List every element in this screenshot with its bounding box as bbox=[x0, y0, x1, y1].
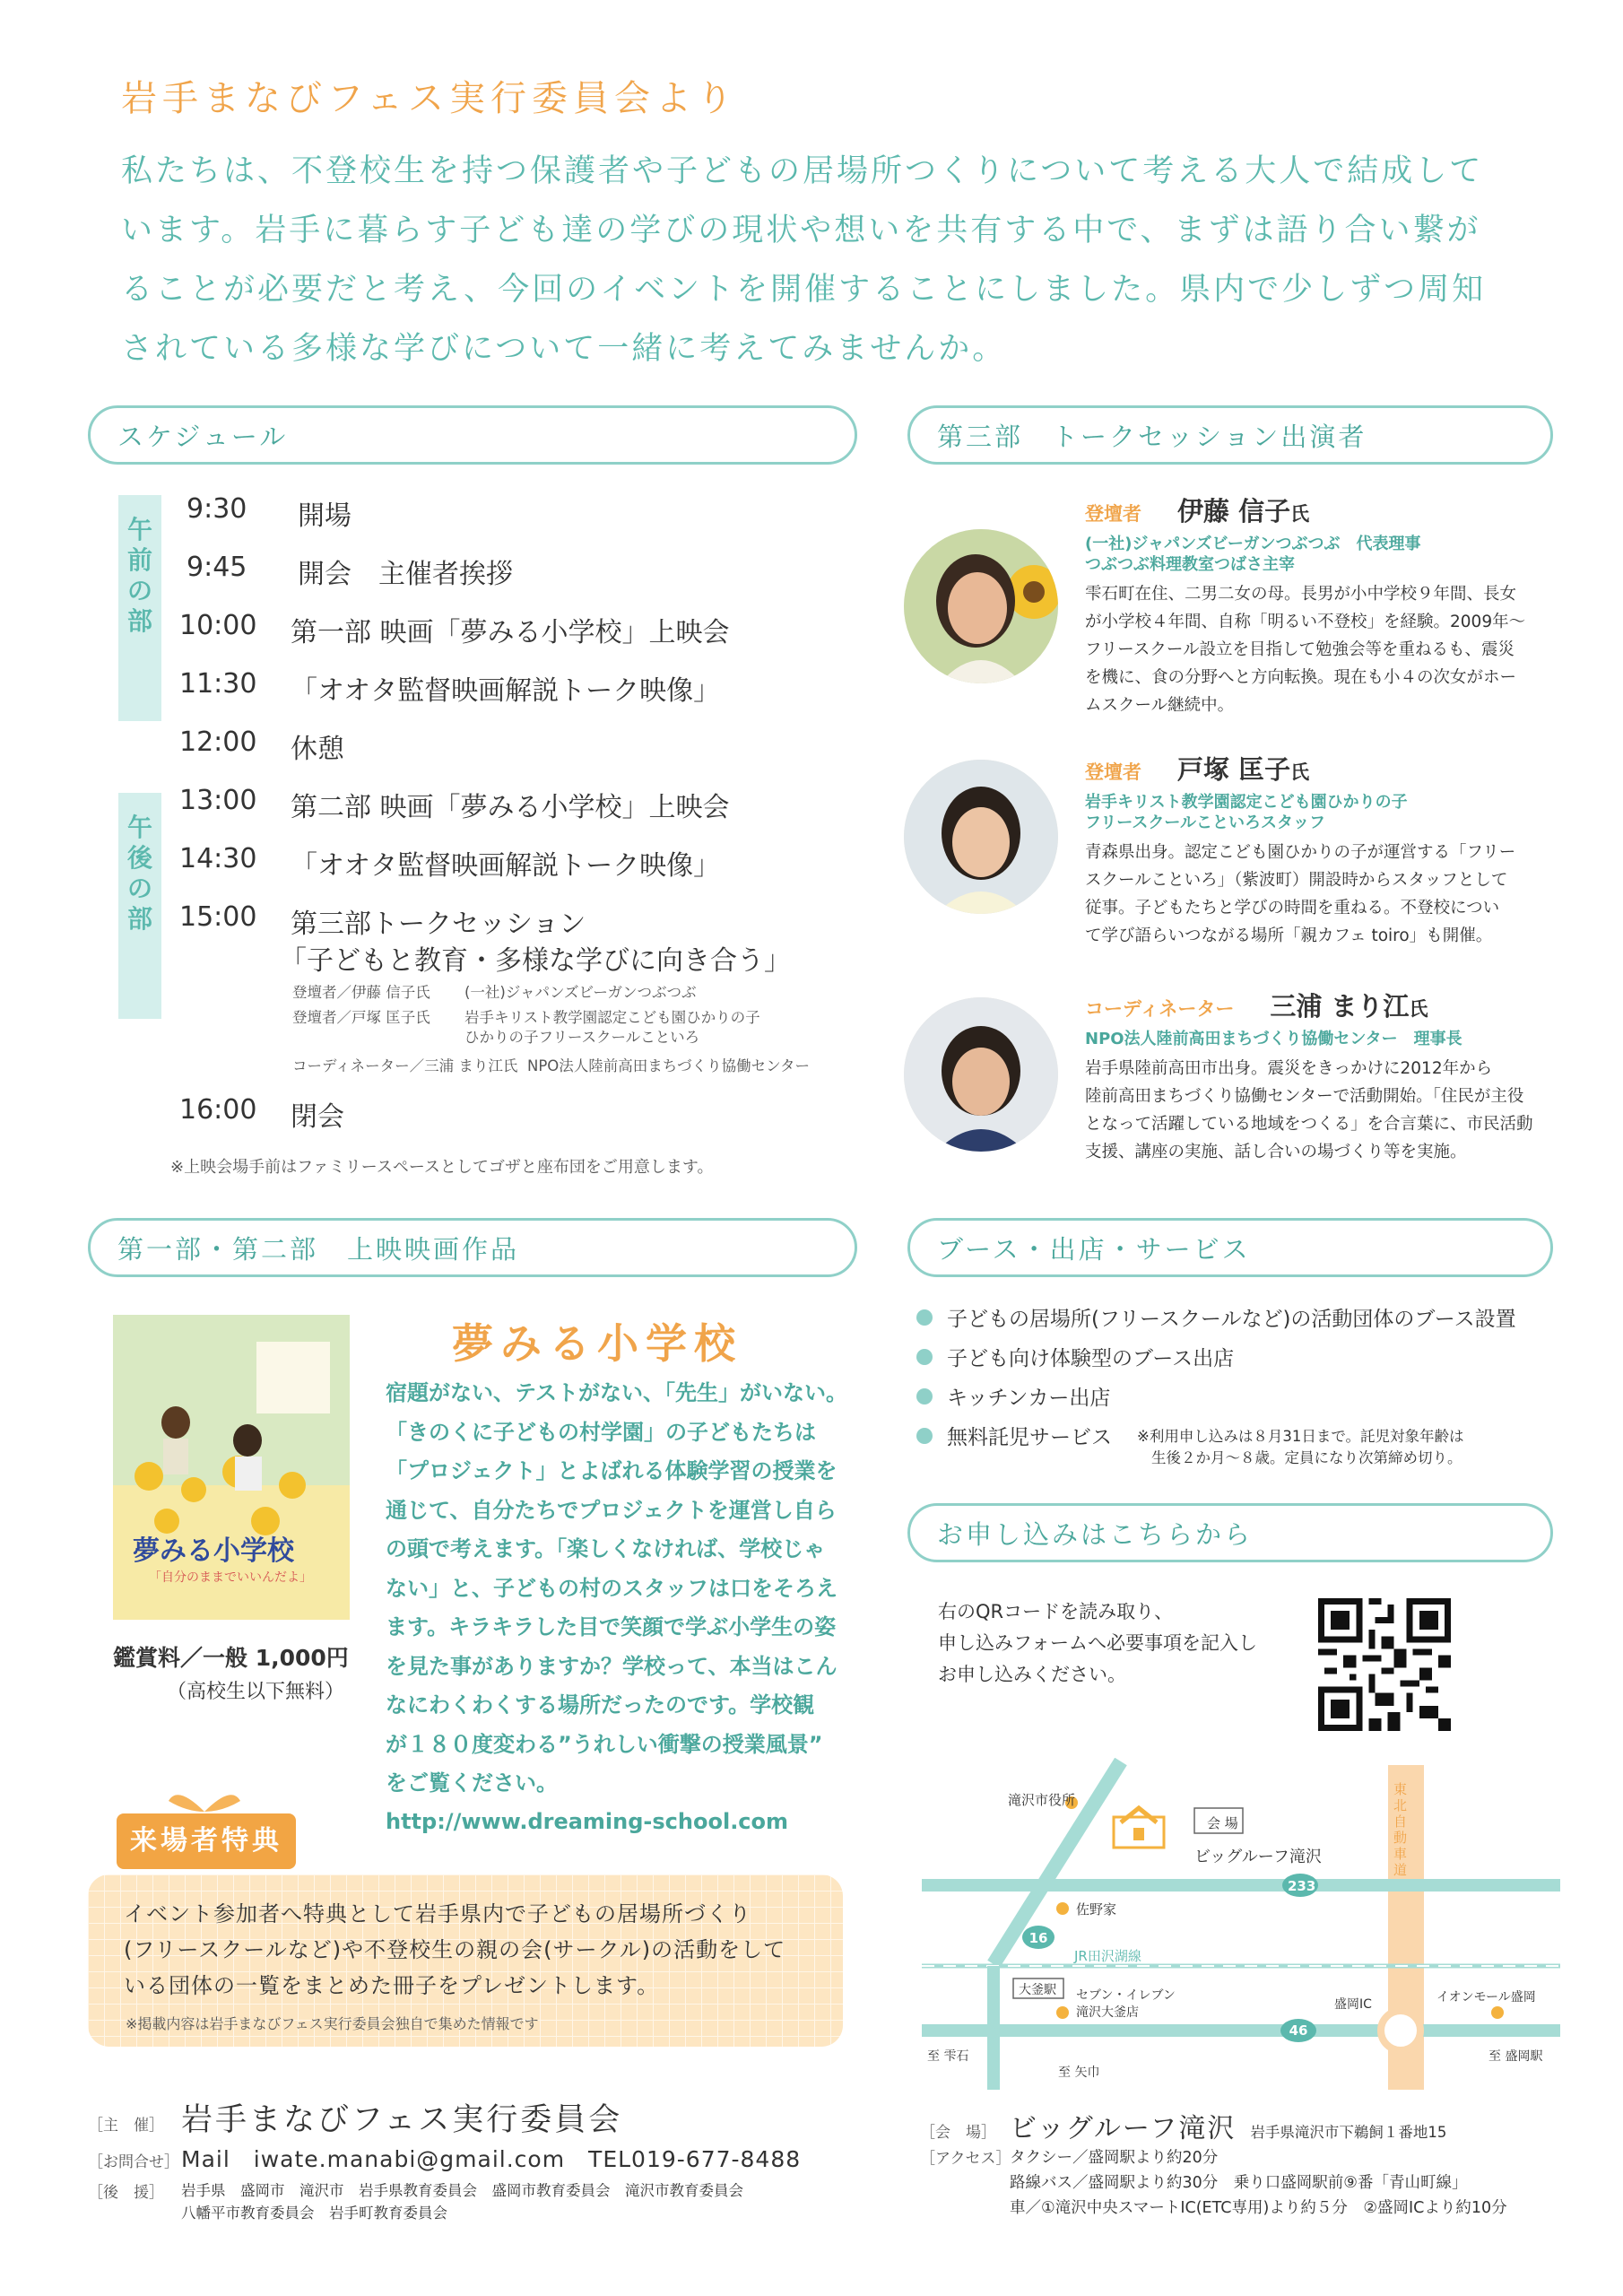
route-badge: 16 bbox=[1028, 1930, 1048, 1946]
map-label: 至 盛岡駅 bbox=[1488, 2049, 1543, 2064]
movie-header: 第一部・第二部 上映映画作品 bbox=[88, 1218, 857, 1277]
bonus-ribbon-icon bbox=[160, 1785, 249, 1815]
footer-host: ［主 催］ 岩手まなびフェス実行委員会 bbox=[88, 2102, 623, 2138]
session-subtitle: 「子どもと教育・多様な学びに向き合う」 bbox=[280, 945, 791, 977]
footer-access: ［アクセス］ タクシー／盛岡駅より約20分 路線バス／盛岡駅より約30分 乗り口盛岡駅前⑨番「青山町線」 車／①滝沢中央スマートIC(ETC専用)より約５分 ②盛岡ICより約10分 bbox=[920, 2149, 1507, 2217]
schedule-row: 16:00 閉会 bbox=[179, 1094, 344, 1133]
poster-subtitle: 「自分のままでいいんだよ」 bbox=[149, 1570, 312, 1585]
movie-url-link[interactable]: http://www.dreaming-school.com bbox=[386, 1809, 789, 1834]
schedule-header: スケジュール bbox=[88, 405, 857, 465]
map-label: 至 矢巾 bbox=[1058, 2066, 1100, 2080]
map-label: JR田沢湖線 bbox=[1074, 1948, 1141, 1964]
map-label: セブン・イレブン 滝沢大釜店 bbox=[1076, 1988, 1176, 2020]
intro-line: ることが必要だと考え、今回のイベントを開催することにしました。県内で少しずつ周知 bbox=[121, 272, 1487, 308]
talk-header: 第三部 トークセッション出演者 bbox=[907, 405, 1553, 465]
route-badge: 233 bbox=[1288, 1878, 1316, 1894]
footer-venue: ［会 場］ ビッグルーフ滝沢 岩手県滝沢市下鵜飼１番地15 bbox=[920, 2113, 1447, 2144]
schedule-note: ※上映会場手前はファミリースペースとしてゴザと座布団をご用意します。 bbox=[170, 1158, 714, 1177]
morning-label: 午 前 の 部 bbox=[118, 495, 161, 721]
route-badge: 46 bbox=[1289, 2022, 1308, 2039]
poster-title: 夢みる小学校 bbox=[133, 1535, 294, 1567]
booth-item: 子どもの居場所(フリースクールなど)の活動団体のブース設置 bbox=[916, 1302, 1516, 1332]
map-label: イオンモール盛岡 bbox=[1436, 1990, 1536, 2005]
schedule-row: 15:00 第三部トークセッション bbox=[179, 901, 586, 940]
bonus-text: イベント参加者へ特典として岩手県内で子どもの居場所づくり (フリースクールなど)や不登校生の親の会(サークル)の活動をして いる団体の一覧をまとめた冊子をプレゼントします。 bbox=[124, 1901, 786, 1998]
movie-title: 夢みる小学校 bbox=[452, 1319, 742, 1368]
booth-item: キッチンカー出店 bbox=[916, 1381, 1110, 1411]
speaker-info: 登壇者 伊藤 信子氏 (一社)ジャパンズビーガンつぶつぶ 代表理事 つぶつぶ料理教室つばさ主宰 雫石町在住、二男二女の母。長男が小中学校９年間、長女 が小学校４年間、自称「明るい不登校」を経験。2009年～ フリースクール設立を目指して勉強会等を重ねるも、震災 を機に、食の分野へと方向転換。現在も小４の次女がホー ムスクール継続中。 bbox=[1085, 496, 1526, 715]
map-label: 至 雫石 bbox=[927, 2049, 969, 2064]
footer-contact: ［お問合せ］ Mail iwate.manabi@gmail.com TEL019-677-8488 bbox=[88, 2146, 802, 2172]
booth-item: 子ども向け体験型のブース出店 bbox=[916, 1342, 1234, 1371]
booth-item: 無料託児サービス bbox=[916, 1421, 1112, 1450]
movie-fee: 鑑賞料／一般 1,000円 （高校生以下無料） bbox=[113, 1645, 349, 1703]
childcare-note: ※利用申し込みは８月31日まで。託児対象年齢は 生後２か月～８歳。定員になり次第締め切り。 bbox=[1137, 1428, 1464, 1466]
speaker-info: 登壇者 戸塚 匡子氏 岩手キリスト教学園認定こども園ひかりの子 フリースクールこといろスタッフ 青森県出身。認定こども園ひかりの子が運営する「フリー スクールこといろ」（紫波町）開設時からスタッフとして 従事。子どもたちと学びの時間を重ねる。不登校につい て学び語らいつながる場所「親カフェ toiro」も開催。 bbox=[1085, 754, 1516, 945]
speaker-name: 三浦 まり江 bbox=[1270, 991, 1410, 1022]
schedule-row: 9:45 開会 主催者挨拶 bbox=[187, 552, 513, 590]
intro-line: 私たちは、不登校生を持つ保護者や子どもの居場所つくりについて考える大人で結成して bbox=[121, 153, 1484, 189]
schedule-row: 9:30 開場 bbox=[187, 493, 352, 532]
map-label: 滝沢市役所 bbox=[1008, 1792, 1076, 1808]
map-label: 佐野家 bbox=[1076, 1901, 1117, 1918]
afternoon-label: 午 後 の 部 bbox=[118, 793, 161, 1019]
movie-poster bbox=[113, 1315, 350, 1620]
map-label: 大釜駅 bbox=[1019, 1983, 1056, 1997]
speaker-info: コーディネーター 三浦 まり江氏 NPO法人陸前高田まちづくり協働センター 理事長 岩手県陸前高田市出身。震災をきっかけに2012年から 陸前高田まちづくり協働センターで活動開始。「住民が主役 となって活躍している地域をつくる」を合言葉に、市民活動 支援、講座の実施、話し合いの場づくり等を実施。 bbox=[1085, 991, 1533, 1161]
qr-code-icon[interactable] bbox=[1318, 1598, 1451, 1731]
map-label: 会 場 bbox=[1207, 1815, 1238, 1831]
schedule-row: 12:00 休憩 bbox=[179, 726, 344, 765]
speakers-list: 登壇者／伊藤 信子氏 (一社)ジャパンズビーガンつぶつぶ 登壇者／戸塚 匡子氏 岩手キリスト教学園認定こども園ひかりの子 ひかりの子フリースクールこといろ コーディネーター／三浦 まり江氏 NPO法人陸前高田まちづくり協働センター bbox=[292, 984, 810, 1074]
map-label: 盛岡IC bbox=[1334, 1997, 1372, 2012]
intro-line: されている多様な学びについて一緒に考えてみませんか。 bbox=[121, 331, 1007, 367]
speaker-photo bbox=[904, 997, 1058, 1152]
schedule-row: 14:30 「オオタ監督映画解説トーク映像」 bbox=[179, 843, 721, 882]
speaker-photo bbox=[904, 529, 1058, 683]
apply-text: 右のQRコードを読み取り、 申し込みフォームへ必要事項を記入し お申し込みください。 bbox=[938, 1601, 1257, 1685]
speaker-photo bbox=[904, 760, 1058, 914]
booth-header: ブース・出店・サービス bbox=[907, 1218, 1553, 1277]
movie-description: 宿題がない、テストがない、「先生」がいない。 「きのくに子どもの村学園」の子どもたちは 「プロジェクト」とよばれる体験学習の授業を 通じて、自分たちでプロジェクトを運営し自ら の頭で考えます。「楽しくなければ、学校じゃ ない」と、子どもの村のスタッフは口をそろえ ます。キラキラした目で笑顔で学ぶ小学生の姿 を見た事がありますか？学校って、本当はこん なにわくわくする場所だったのです。学校観 が１８０度変わる”うれしい衝撃の授業風景” をご覧ください。 bbox=[386, 1380, 848, 1796]
apply-header: お申し込みはこちらから bbox=[907, 1503, 1553, 1562]
access-map bbox=[915, 1758, 1560, 2090]
speaker-name: 戸塚 匡子 bbox=[1177, 754, 1291, 785]
intro-line: います。岩手に暮らす子ども達の学びの現状や想いを共有する中で、まずは語り合い繋が bbox=[121, 213, 1481, 248]
schedule-row: 13:00 第二部 映画「夢みる小学校」上映会 bbox=[179, 785, 730, 823]
intro-heading: 岩手まなびフェス実行委員会より bbox=[121, 78, 738, 119]
map-label: 東 北 自 動 車 道 bbox=[1393, 1781, 1408, 1878]
bonus-note: ※掲載内容は岩手まなびフェス実行委員会独自で集めた情報です bbox=[126, 2015, 539, 2032]
schedule-row: 11:30 「オオタ監督映画解説トーク映像」 bbox=[179, 668, 721, 707]
schedule-row: 10:00 第一部 映画「夢みる小学校」上映会 bbox=[179, 610, 730, 648]
bonus-label: 来場者特典 bbox=[117, 1813, 296, 1869]
speaker-name: 伊藤 信子 bbox=[1177, 496, 1291, 526]
footer-support: ［後 援］ 岩手県 盛岡市 滝沢市 岩手県教育委員会 盛岡市教育委員会 滝沢市教育委員会 八幡平市教育委員会 岩手町教育委員会 bbox=[88, 2182, 743, 2222]
intro-paragraph bbox=[121, 142, 1486, 378]
map-label: ビッグルーフ滝沢 bbox=[1194, 1848, 1322, 1866]
